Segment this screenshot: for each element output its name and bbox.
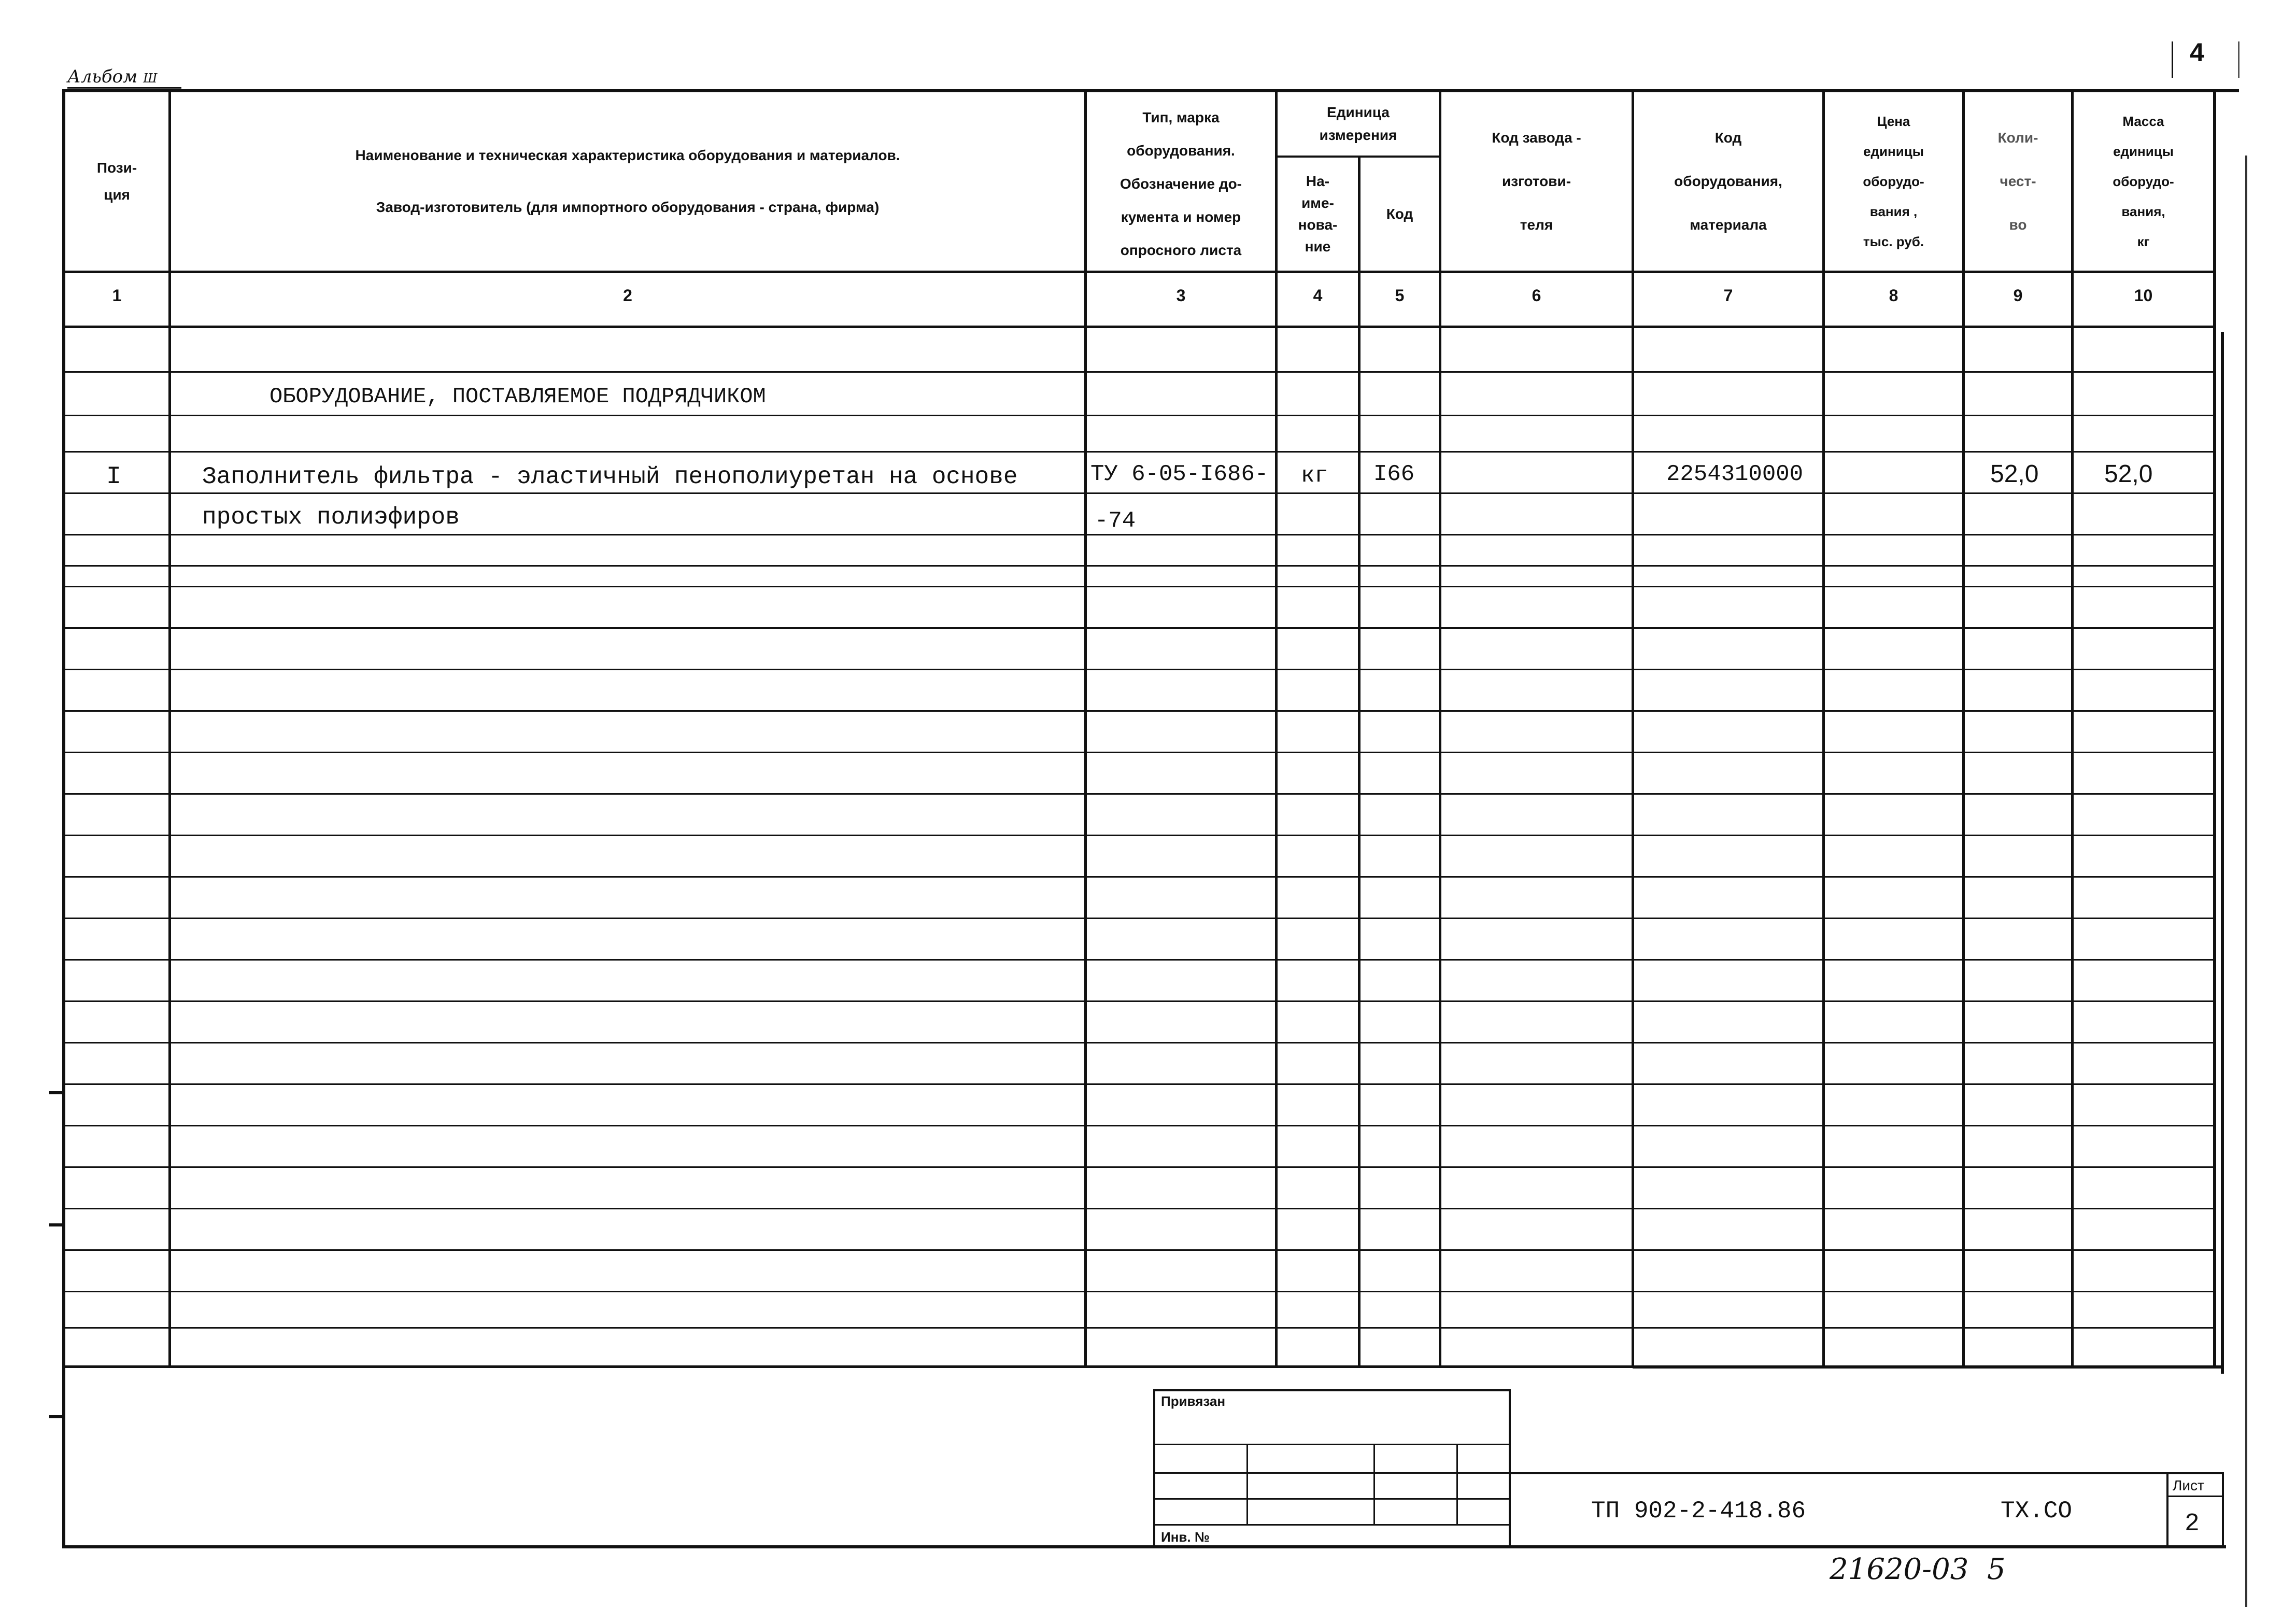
bottom-number: 21620-03 5 bbox=[1830, 1553, 2006, 1586]
row-equipment-code: 2254310000 bbox=[1666, 461, 1804, 487]
column-number: 5 bbox=[1395, 286, 1405, 305]
column-number: 8 bbox=[1889, 286, 1898, 305]
album-underline bbox=[67, 87, 181, 89]
column-number: 4 bbox=[1313, 286, 1323, 305]
header-plant-code: Код завода - изготови- теля bbox=[1492, 130, 1581, 233]
header-unit-name: На- име- нова- ние bbox=[1298, 173, 1338, 255]
header-unit-code: Код bbox=[1386, 206, 1413, 222]
row-name-line1: Заполнитель фильтра - эластичный пенополиуретан на основе bbox=[202, 463, 1018, 490]
header-equipment-code: Код оборудования, материала bbox=[1674, 130, 1782, 233]
section-title: ОБОРУДОВАНИЕ, ПОСТАВЛЯЕМОЕ ПОДРЯДЧИКОМ bbox=[270, 384, 766, 409]
column-number: 1 bbox=[112, 286, 122, 305]
album-label: Альбом Ш bbox=[67, 66, 158, 87]
row-type-line1: ТУ 6-05-I686- bbox=[1090, 461, 1269, 487]
column-number: 3 bbox=[1176, 286, 1186, 305]
document-code: ТП 902-2-418.86 bbox=[1591, 1498, 1806, 1525]
sheet-code: ТХ.СО bbox=[2001, 1498, 2073, 1525]
sheet-page-number: 2 bbox=[2185, 1510, 2200, 1538]
row-name-line2: простых полиэфиров bbox=[202, 504, 460, 531]
sheet-number: 4 bbox=[2190, 38, 2204, 67]
row-position: I bbox=[106, 463, 121, 491]
column-number: 9 bbox=[2013, 286, 2023, 305]
row-type-line2: -74 bbox=[1095, 508, 1136, 534]
header-unit-mass: Масса единицы оборудо- вания, кг bbox=[2113, 114, 2174, 249]
header-unit-group: Единица измерения bbox=[1319, 104, 1397, 143]
header-unit-price: Цена единицы оборудо- вания , тыс. руб. bbox=[1863, 114, 1924, 249]
row-mass: 52,0 bbox=[2104, 460, 2153, 488]
column-number: 7 bbox=[1723, 286, 1733, 305]
column-number: 6 bbox=[1532, 286, 1541, 305]
inventory-number-label: Инв. № bbox=[1161, 1529, 1210, 1545]
row-unit-code: I66 bbox=[1373, 461, 1415, 487]
column-number: 10 bbox=[2134, 286, 2153, 305]
row-quantity: 52,0 bbox=[1990, 460, 2039, 488]
row-unit-name: кг bbox=[1301, 463, 1328, 489]
header-position: Пози- ция bbox=[96, 160, 137, 203]
header-name: Наименование и техническая характеристика оборудования и материалов. Завод-изготовитель (для импортного оборудования - страна, фирма) bbox=[355, 147, 900, 215]
attached-label: Привязан bbox=[1161, 1393, 1226, 1409]
column-number: 2 bbox=[623, 286, 632, 305]
header-quantity: Коли- чест- во bbox=[1997, 130, 2038, 233]
header-type: Тип, марка оборудования. Обозначение до- кумента и номер опросного листа bbox=[1119, 109, 1242, 258]
sheet-label: Лист bbox=[2173, 1477, 2204, 1493]
